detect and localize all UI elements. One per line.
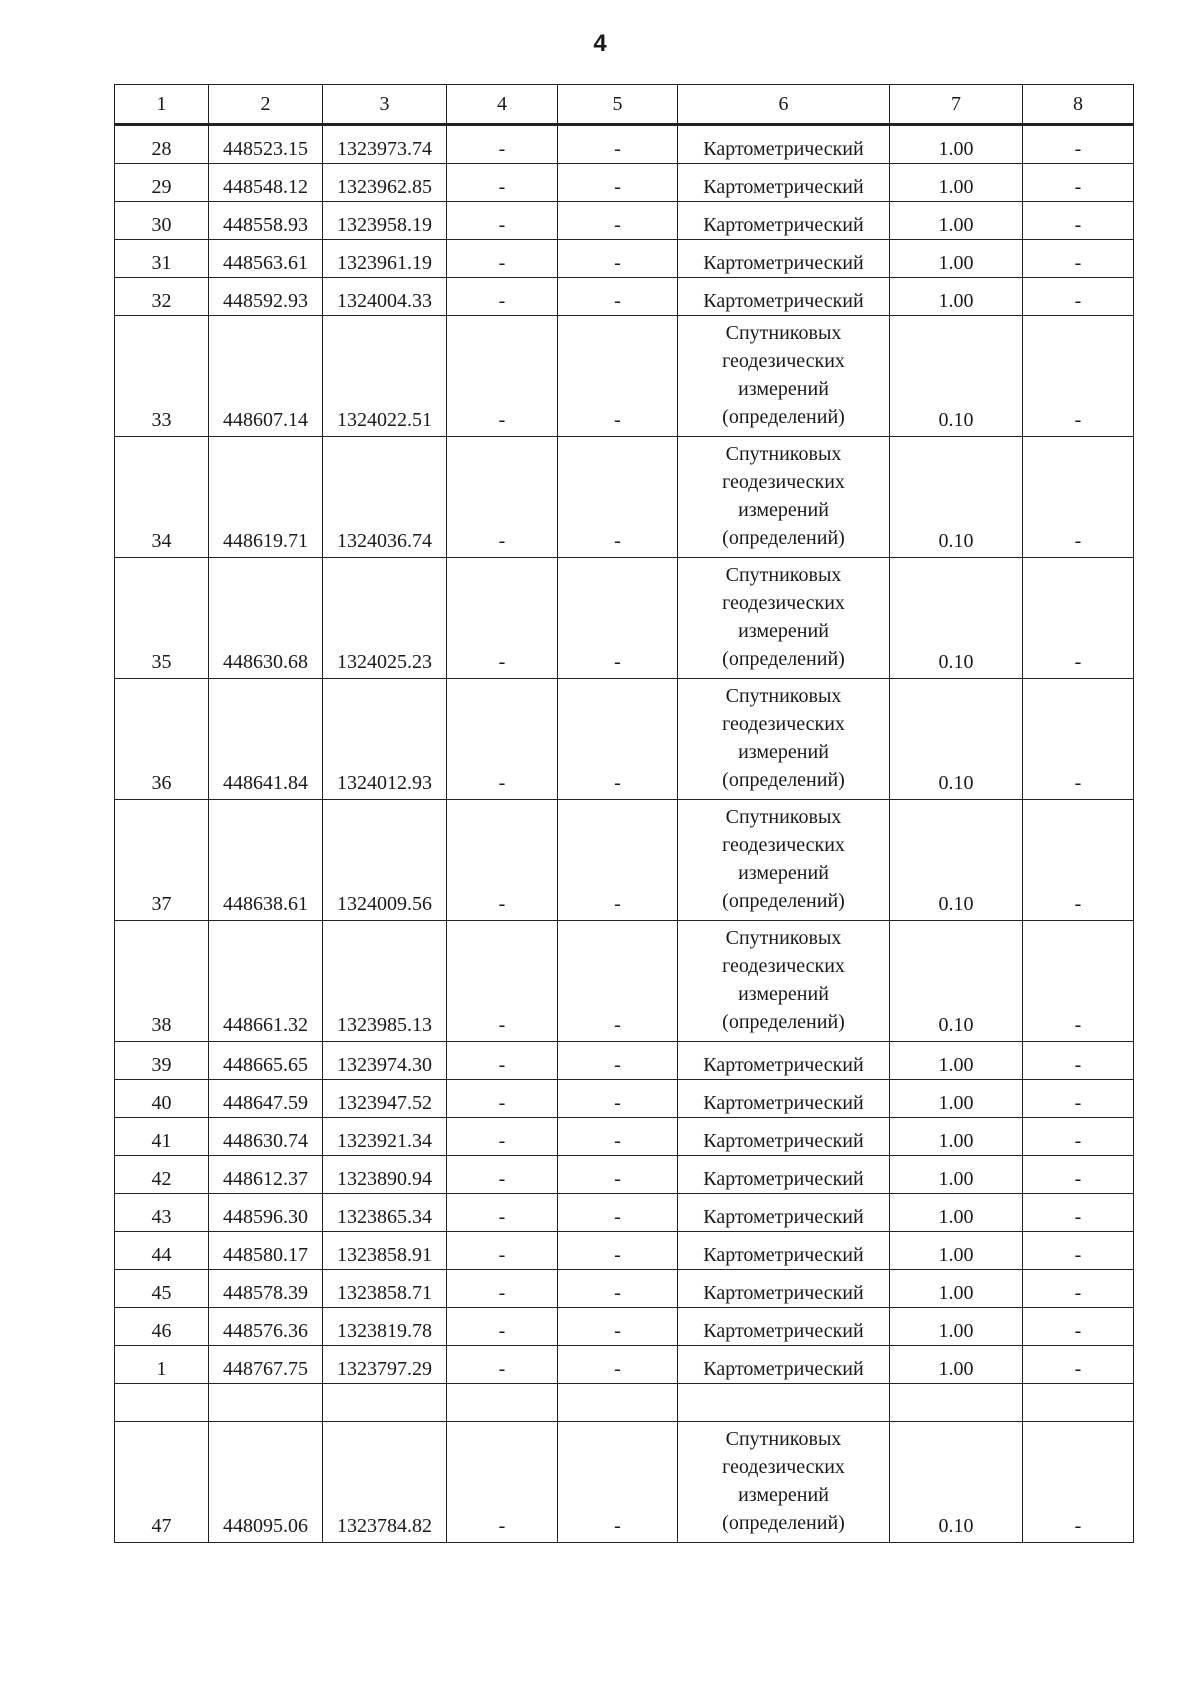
x-coordinate-cell: 448523.15 bbox=[209, 125, 323, 164]
column-4-cell: - bbox=[447, 1118, 558, 1156]
accuracy-cell: 0.10 bbox=[890, 316, 1023, 437]
method-line: измерений bbox=[738, 983, 829, 1005]
table-row bbox=[115, 679, 1134, 800]
column-header: 4 bbox=[447, 85, 558, 125]
accuracy-cell bbox=[890, 1384, 1023, 1422]
column-4-cell: - bbox=[447, 202, 558, 240]
accuracy-cell: 1.00 bbox=[890, 1156, 1023, 1194]
method-cell bbox=[678, 437, 890, 558]
table-row bbox=[115, 1346, 1134, 1384]
x-coordinate-cell: 448630.74 bbox=[209, 1118, 323, 1156]
column-8-cell: - bbox=[1023, 800, 1134, 921]
table-row bbox=[115, 278, 1134, 316]
method-line: (определений) bbox=[722, 769, 845, 791]
accuracy-cell: 0.10 bbox=[890, 679, 1023, 800]
column-5-cell: - bbox=[558, 1422, 678, 1543]
method-cell bbox=[678, 1118, 890, 1156]
x-coordinate-cell: 448592.93 bbox=[209, 278, 323, 316]
table-row bbox=[115, 1118, 1134, 1156]
column-header: 3 bbox=[323, 85, 447, 125]
column-5-cell: - bbox=[558, 240, 678, 278]
point-number-cell: 36 bbox=[115, 679, 209, 800]
accuracy-cell: 0.10 bbox=[890, 800, 1023, 921]
x-coordinate-cell: 448647.59 bbox=[209, 1080, 323, 1118]
method-line: Спутниковых bbox=[725, 685, 842, 707]
table-row bbox=[115, 558, 1134, 679]
table-row bbox=[115, 800, 1134, 921]
column-5-cell: - bbox=[558, 164, 678, 202]
y-coordinate-cell: 1324036.74 bbox=[323, 437, 447, 558]
y-coordinate-cell: 1323962.85 bbox=[323, 164, 447, 202]
column-5-cell: - bbox=[558, 1156, 678, 1194]
column-4-cell: - bbox=[447, 1308, 558, 1346]
table-row bbox=[115, 316, 1134, 437]
accuracy-cell: 1.00 bbox=[890, 1080, 1023, 1118]
method-line: (определений) bbox=[722, 406, 845, 428]
method-cell bbox=[678, 1346, 890, 1384]
method-line: Спутниковых bbox=[725, 322, 842, 344]
point-number-cell: 29 bbox=[115, 164, 209, 202]
column-8-cell: - bbox=[1023, 316, 1134, 437]
method-line: геодезических bbox=[722, 713, 845, 735]
column-header: 1 bbox=[115, 85, 209, 125]
accuracy-cell: 1.00 bbox=[890, 1194, 1023, 1232]
method-line: Картометрический bbox=[703, 214, 864, 236]
column-5-cell: - bbox=[558, 278, 678, 316]
y-coordinate-cell: 1324004.33 bbox=[323, 278, 447, 316]
column-5-cell: - bbox=[558, 1194, 678, 1232]
point-number-cell: 43 bbox=[115, 1194, 209, 1232]
column-8-cell: - bbox=[1023, 558, 1134, 679]
method-line: Картометрический bbox=[703, 1244, 864, 1266]
table-row bbox=[115, 1042, 1134, 1080]
y-coordinate-cell: 1323858.91 bbox=[323, 1232, 447, 1270]
method-cell bbox=[678, 1232, 890, 1270]
column-4-cell: - bbox=[447, 1156, 558, 1194]
method-line: Картометрический bbox=[703, 176, 864, 198]
table-row bbox=[115, 202, 1134, 240]
column-8-cell: - bbox=[1023, 240, 1134, 278]
method-cell bbox=[678, 679, 890, 800]
column-8-cell: - bbox=[1023, 1346, 1134, 1384]
column-4-cell: - bbox=[447, 1270, 558, 1308]
accuracy-cell: 1.00 bbox=[890, 164, 1023, 202]
method-line: геодезических bbox=[722, 955, 845, 977]
column-4-cell: - bbox=[447, 1346, 558, 1384]
method-line: (определений) bbox=[722, 890, 845, 912]
point-number-cell: 30 bbox=[115, 202, 209, 240]
method-line: Картометрический bbox=[703, 138, 864, 160]
y-coordinate-cell: 1323819.78 bbox=[323, 1308, 447, 1346]
column-8-cell: - bbox=[1023, 1232, 1134, 1270]
table-row bbox=[115, 125, 1134, 164]
point-number-cell: 28 bbox=[115, 125, 209, 164]
column-8-cell: - bbox=[1023, 679, 1134, 800]
x-coordinate-cell: 448095.06 bbox=[209, 1422, 323, 1543]
table-row bbox=[115, 240, 1134, 278]
accuracy-cell: 0.10 bbox=[890, 437, 1023, 558]
method-line: Картометрический bbox=[703, 1282, 864, 1304]
method-cell bbox=[678, 1080, 890, 1118]
column-5-cell: - bbox=[558, 316, 678, 437]
page-number: 4 bbox=[593, 30, 607, 57]
method-line: геодезических bbox=[722, 1456, 845, 1478]
table-row bbox=[115, 921, 1134, 1042]
point-number-cell: 32 bbox=[115, 278, 209, 316]
method-cell bbox=[678, 1156, 890, 1194]
x-coordinate-cell: 448607.14 bbox=[209, 316, 323, 437]
method-cell bbox=[678, 1194, 890, 1232]
column-5-cell: - bbox=[558, 125, 678, 164]
x-coordinate-cell: 448596.30 bbox=[209, 1194, 323, 1232]
point-number-cell: 42 bbox=[115, 1156, 209, 1194]
method-line: Спутниковых bbox=[725, 443, 842, 465]
x-coordinate-cell: 448576.36 bbox=[209, 1308, 323, 1346]
column-4-cell: - bbox=[447, 164, 558, 202]
point-number-cell: 1 bbox=[115, 1346, 209, 1384]
column-8-cell bbox=[1023, 1384, 1134, 1422]
column-header: 8 bbox=[1023, 85, 1134, 125]
column-8-cell: - bbox=[1023, 437, 1134, 558]
column-5-cell: - bbox=[558, 1080, 678, 1118]
method-line: (определений) bbox=[722, 527, 845, 549]
method-cell bbox=[678, 921, 890, 1042]
accuracy-cell: 1.00 bbox=[890, 125, 1023, 164]
method-cell bbox=[678, 240, 890, 278]
x-coordinate-cell: 448665.65 bbox=[209, 1042, 323, 1080]
column-4-cell: - bbox=[447, 125, 558, 164]
column-4-cell: - bbox=[447, 316, 558, 437]
method-line: геодезических bbox=[722, 834, 845, 856]
method-line: измерений bbox=[738, 741, 829, 763]
y-coordinate-cell: 1324022.51 bbox=[323, 316, 447, 437]
y-coordinate-cell: 1323890.94 bbox=[323, 1156, 447, 1194]
method-line: (определений) bbox=[722, 648, 845, 670]
method-cell bbox=[678, 1270, 890, 1308]
y-coordinate-cell: 1323947.52 bbox=[323, 1080, 447, 1118]
table-row bbox=[115, 1422, 1134, 1543]
y-coordinate-cell: 1323985.13 bbox=[323, 921, 447, 1042]
table-row bbox=[115, 1308, 1134, 1346]
table-row bbox=[115, 1270, 1134, 1308]
table-row bbox=[115, 1384, 1134, 1422]
method-line: Картометрический bbox=[703, 252, 864, 274]
table-row bbox=[115, 1194, 1134, 1232]
column-5-cell: - bbox=[558, 1118, 678, 1156]
column-4-cell: - bbox=[447, 1042, 558, 1080]
column-5-cell: - bbox=[558, 437, 678, 558]
method-line: Картометрический bbox=[703, 1320, 864, 1342]
column-4-cell: - bbox=[447, 1422, 558, 1543]
point-number-cell: 31 bbox=[115, 240, 209, 278]
method-cell bbox=[678, 202, 890, 240]
column-header: 7 bbox=[890, 85, 1023, 125]
point-number-cell: 33 bbox=[115, 316, 209, 437]
method-line: (определений) bbox=[722, 1512, 845, 1534]
column-header: 5 bbox=[558, 85, 678, 125]
column-4-cell: - bbox=[447, 679, 558, 800]
point-number-cell: 34 bbox=[115, 437, 209, 558]
column-5-cell: - bbox=[558, 679, 678, 800]
y-coordinate-cell: 1323858.71 bbox=[323, 1270, 447, 1308]
column-5-cell: - bbox=[558, 1346, 678, 1384]
column-5-cell: - bbox=[558, 1232, 678, 1270]
column-8-cell: - bbox=[1023, 1308, 1134, 1346]
method-cell bbox=[678, 1422, 890, 1543]
point-number-cell: 38 bbox=[115, 921, 209, 1042]
point-number-cell: 41 bbox=[115, 1118, 209, 1156]
column-4-cell: - bbox=[447, 437, 558, 558]
point-number-cell: 44 bbox=[115, 1232, 209, 1270]
table-row bbox=[115, 1232, 1134, 1270]
x-coordinate-cell: 448630.68 bbox=[209, 558, 323, 679]
x-coordinate-cell: 448580.17 bbox=[209, 1232, 323, 1270]
y-coordinate-cell: 1323961.19 bbox=[323, 240, 447, 278]
accuracy-cell: 1.00 bbox=[890, 1118, 1023, 1156]
method-line: Спутниковых bbox=[725, 927, 842, 949]
column-5-cell bbox=[558, 1384, 678, 1422]
column-5-cell: - bbox=[558, 1308, 678, 1346]
method-line: измерений bbox=[738, 620, 829, 642]
method-cell bbox=[678, 125, 890, 164]
y-coordinate-cell: 1323973.74 bbox=[323, 125, 447, 164]
column-5-cell: - bbox=[558, 202, 678, 240]
method-line: (определений) bbox=[722, 1011, 845, 1033]
method-cell bbox=[678, 278, 890, 316]
column-8-cell: - bbox=[1023, 1270, 1134, 1308]
column-header: 6 bbox=[678, 85, 890, 125]
coordinates-table bbox=[114, 84, 1134, 1543]
method-cell bbox=[678, 558, 890, 679]
x-coordinate-cell: 448578.39 bbox=[209, 1270, 323, 1308]
column-4-cell bbox=[447, 1384, 558, 1422]
method-line: измерений bbox=[738, 862, 829, 884]
method-cell bbox=[678, 1042, 890, 1080]
method-line: Картометрический bbox=[703, 1206, 864, 1228]
accuracy-cell: 1.00 bbox=[890, 1270, 1023, 1308]
column-4-cell: - bbox=[447, 240, 558, 278]
table-body bbox=[115, 125, 1134, 1543]
column-5-cell: - bbox=[558, 921, 678, 1042]
point-number-cell: 45 bbox=[115, 1270, 209, 1308]
column-8-cell: - bbox=[1023, 1080, 1134, 1118]
method-line: Картометрический bbox=[703, 290, 864, 312]
x-coordinate-cell: 448563.61 bbox=[209, 240, 323, 278]
accuracy-cell: 0.10 bbox=[890, 921, 1023, 1042]
method-line: измерений bbox=[738, 499, 829, 521]
point-number-cell: 39 bbox=[115, 1042, 209, 1080]
table-row bbox=[115, 1080, 1134, 1118]
accuracy-cell: 0.10 bbox=[890, 1422, 1023, 1543]
x-coordinate-cell: 448619.71 bbox=[209, 437, 323, 558]
point-number-cell: 46 bbox=[115, 1308, 209, 1346]
method-line: геодезических bbox=[722, 592, 845, 614]
accuracy-cell: 1.00 bbox=[890, 1346, 1023, 1384]
x-coordinate-cell: 448612.37 bbox=[209, 1156, 323, 1194]
method-cell bbox=[678, 800, 890, 921]
column-5-cell: - bbox=[558, 800, 678, 921]
accuracy-cell: 0.10 bbox=[890, 558, 1023, 679]
method-line: Спутниковых bbox=[725, 564, 842, 586]
accuracy-cell: 1.00 bbox=[890, 1308, 1023, 1346]
x-coordinate-cell: 448558.93 bbox=[209, 202, 323, 240]
accuracy-cell: 1.00 bbox=[890, 240, 1023, 278]
table-row bbox=[115, 437, 1134, 558]
method-line: Картометрический bbox=[703, 1092, 864, 1114]
column-5-cell: - bbox=[558, 558, 678, 679]
x-coordinate-cell: 448661.32 bbox=[209, 921, 323, 1042]
accuracy-cell: 1.00 bbox=[890, 202, 1023, 240]
method-cell bbox=[678, 316, 890, 437]
y-coordinate-cell: 1324025.23 bbox=[323, 558, 447, 679]
method-line: геодезических bbox=[722, 350, 845, 372]
column-8-cell: - bbox=[1023, 1118, 1134, 1156]
column-8-cell: - bbox=[1023, 1042, 1134, 1080]
y-coordinate-cell: 1324009.56 bbox=[323, 800, 447, 921]
x-coordinate-cell: 448641.84 bbox=[209, 679, 323, 800]
column-5-cell: - bbox=[558, 1270, 678, 1308]
column-8-cell: - bbox=[1023, 125, 1134, 164]
column-8-cell: - bbox=[1023, 1194, 1134, 1232]
column-8-cell: - bbox=[1023, 278, 1134, 316]
column-4-cell: - bbox=[447, 1194, 558, 1232]
method-line: Картометрический bbox=[703, 1358, 864, 1380]
header-row bbox=[115, 85, 1134, 125]
x-coordinate-cell: 448638.61 bbox=[209, 800, 323, 921]
column-8-cell: - bbox=[1023, 921, 1134, 1042]
column-8-cell: - bbox=[1023, 164, 1134, 202]
y-coordinate-cell: 1323958.19 bbox=[323, 202, 447, 240]
y-coordinate-cell: 1323797.29 bbox=[323, 1346, 447, 1384]
accuracy-cell: 1.00 bbox=[890, 1042, 1023, 1080]
point-number-cell: 40 bbox=[115, 1080, 209, 1118]
method-line: Картометрический bbox=[703, 1168, 864, 1190]
accuracy-cell: 1.00 bbox=[890, 278, 1023, 316]
y-coordinate-cell: 1324012.93 bbox=[323, 679, 447, 800]
column-8-cell: - bbox=[1023, 202, 1134, 240]
point-number-cell bbox=[115, 1384, 209, 1422]
method-cell bbox=[678, 164, 890, 202]
method-line: измерений bbox=[738, 378, 829, 400]
y-coordinate-cell: 1323921.34 bbox=[323, 1118, 447, 1156]
method-line: Спутниковых bbox=[725, 1428, 842, 1450]
y-coordinate-cell bbox=[323, 1384, 447, 1422]
column-8-cell: - bbox=[1023, 1422, 1134, 1543]
method-line: измерений bbox=[738, 1484, 829, 1506]
column-4-cell: - bbox=[447, 558, 558, 679]
method-cell bbox=[678, 1308, 890, 1346]
column-4-cell: - bbox=[447, 278, 558, 316]
method-line: Картометрический bbox=[703, 1130, 864, 1152]
table-row bbox=[115, 164, 1134, 202]
x-coordinate-cell bbox=[209, 1384, 323, 1422]
x-coordinate-cell: 448767.75 bbox=[209, 1346, 323, 1384]
accuracy-cell: 1.00 bbox=[890, 1232, 1023, 1270]
table-row bbox=[115, 1156, 1134, 1194]
column-4-cell: - bbox=[447, 921, 558, 1042]
method-line: Картометрический bbox=[703, 1054, 864, 1076]
y-coordinate-cell: 1323974.30 bbox=[323, 1042, 447, 1080]
method-cell bbox=[678, 1384, 890, 1422]
point-number-cell: 37 bbox=[115, 800, 209, 921]
method-line: Спутниковых bbox=[725, 806, 842, 828]
x-coordinate-cell: 448548.12 bbox=[209, 164, 323, 202]
point-number-cell: 47 bbox=[115, 1422, 209, 1543]
column-4-cell: - bbox=[447, 1232, 558, 1270]
column-4-cell: - bbox=[447, 1080, 558, 1118]
column-5-cell: - bbox=[558, 1042, 678, 1080]
y-coordinate-cell: 1323784.82 bbox=[323, 1422, 447, 1543]
column-8-cell: - bbox=[1023, 1156, 1134, 1194]
method-line: геодезических bbox=[722, 471, 845, 493]
column-4-cell: - bbox=[447, 800, 558, 921]
column-header: 2 bbox=[209, 85, 323, 125]
y-coordinate-cell: 1323865.34 bbox=[323, 1194, 447, 1232]
point-number-cell: 35 bbox=[115, 558, 209, 679]
